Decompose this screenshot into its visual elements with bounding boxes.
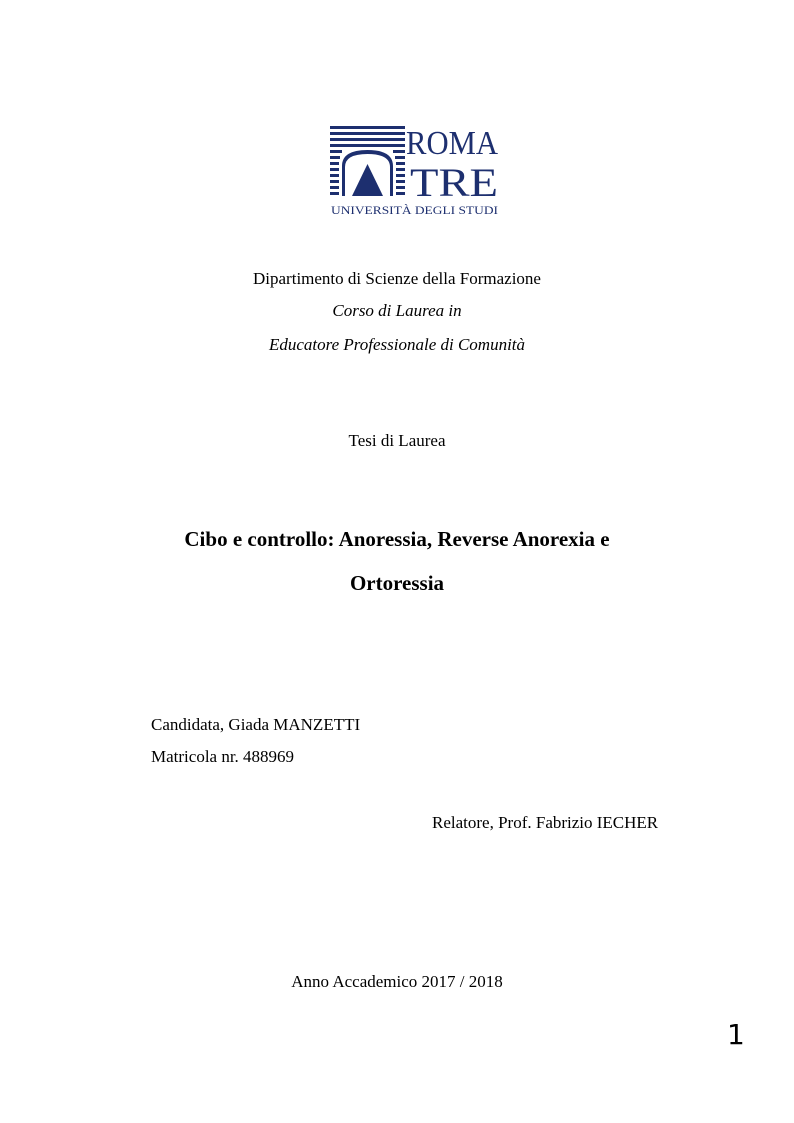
department: Dipartimento di Scienze della Formazione bbox=[253, 269, 541, 288]
logo-tre-text: TRE bbox=[410, 160, 498, 205]
candidate-matricola: Matricola nr. 488969 bbox=[151, 747, 295, 766]
thesis-title-line-1: Cibo e controllo: Anoressia, Reverse Anorexia e bbox=[184, 527, 610, 551]
course-label: Corso di Laurea in bbox=[332, 301, 462, 320]
roma-tre-logo bbox=[330, 124, 500, 216]
document-type: Tesi di Laurea bbox=[348, 431, 446, 450]
program-name: Educatore Professionale di Comunità bbox=[268, 335, 526, 354]
thesis-title-line-2: Ortoressia bbox=[349, 571, 445, 595]
page-number: 1 bbox=[727, 1018, 745, 1051]
academic-year: Anno Accademico 2017 / 2018 bbox=[291, 972, 503, 991]
supervisor: Relatore, Prof. Fabrizio IECHER bbox=[432, 813, 659, 832]
logo-university-text: UNIVERSITÀ DEGLI STUDI bbox=[331, 203, 498, 216]
logo-roma-text: ROMA bbox=[406, 125, 499, 162]
candidate-name: Candidata, Giada MANZETTI bbox=[151, 715, 361, 734]
